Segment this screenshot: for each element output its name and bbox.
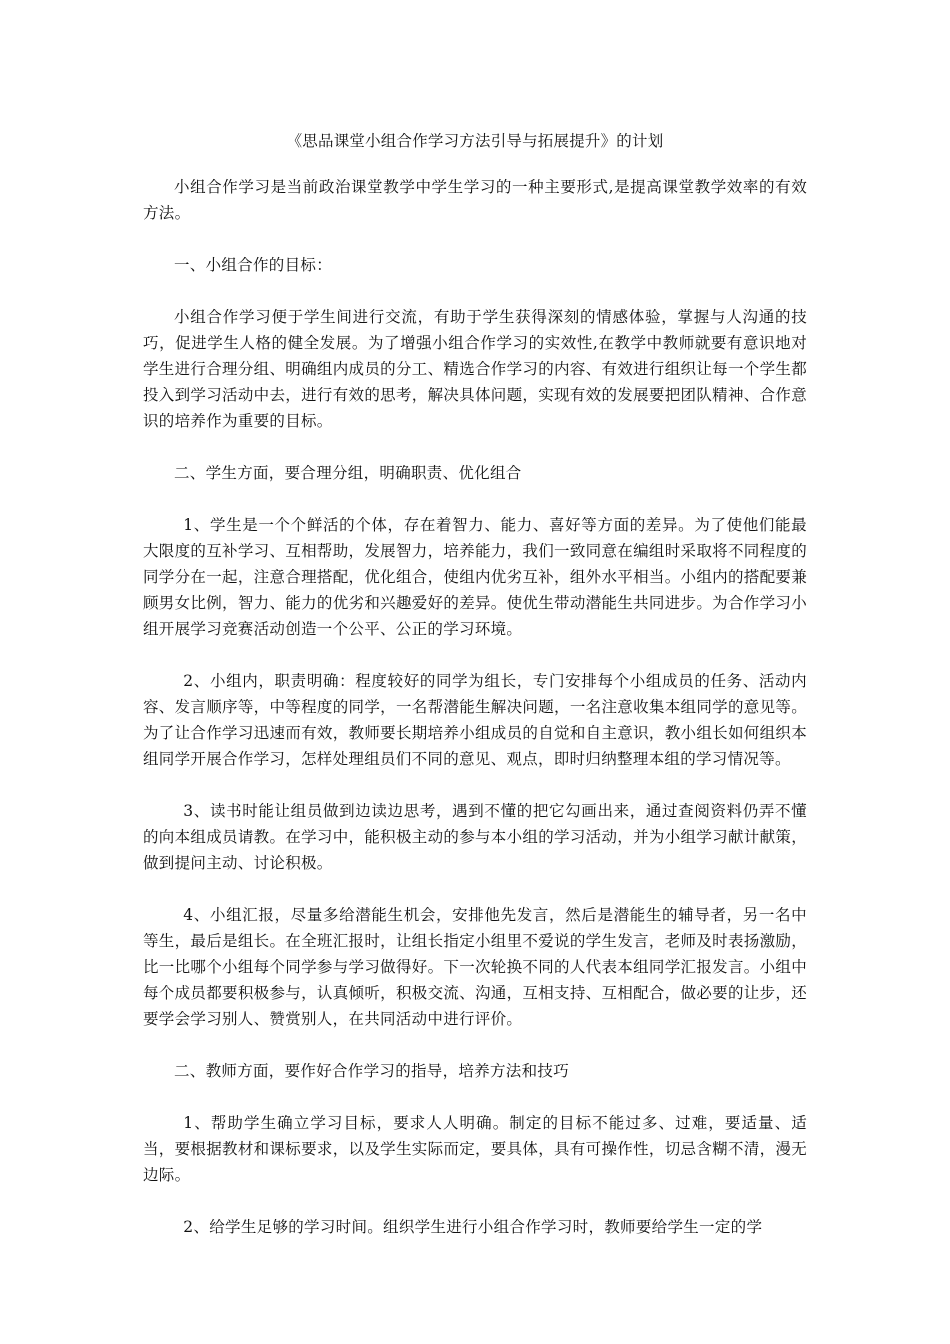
paragraph-gap <box>143 278 807 304</box>
student-item-4: 4、小组汇报，尽量多给潜能生机会，安排他先发言，然后是潜能生的辅导者，另一名中等生，最后是组长。在全班汇报时，让组长指定小组里不爱说的学生发言，老师及时表扬激励，比一比哪个小组每个同学参与学习做得好。下一次轮换不同的人代表本组同学汇报发言。小组中每个成员都要积极参与，认真倾听，积极交流、沟通，互相支持、互相配合，做必要的让步，还要学会学习别人、赞赏别人，在共同活动中进行评价。 <box>143 906 807 1028</box>
goals-paragraph: 小组合作学习便于学生间进行交流，有助于学生获得深刻的情感体验，掌握与人沟通的技巧，促进学生人格的健全发展。为了增强小组合作学习的实效性,在教学中教师就要有意识地对学生进行合理分组、明确组内成员的分工、精选合作学习的内容、有效进行组织让每一个学生都投入到学习活动中去，进行有效的思考，解决具体问题，实现有效的发展要把团队精神、合作意识的培养作为重要的目标。 <box>143 308 807 430</box>
paragraph-gap <box>143 642 807 668</box>
teacher-item-2: 2、给学生足够的学习时间。组织学生进行小组合作学习时，教师要给学生一定的学 <box>183 1218 763 1236</box>
paragraph-gap <box>143 226 807 252</box>
paragraph-gap <box>143 772 807 798</box>
student-item-1: 1、学生是一个个鲜活的个体，存在着智力、能力、喜好等方面的差异。为了使他们能最大限度的互补学习、互相帮助，发展智力，培养能力，我们一致同意在编组时采取将不同程度的同学分在一起，注意合理搭配，优化组合，使组内优劣互补，组外水平相当。小组内的搭配要兼顾男女比例，智力、能力的优劣和兴趣爱好的差异。使优生带动潜能生共同进步。为合作学习小组开展学习竞赛活动创造一个公平、公正的学习环境。 <box>143 516 807 638</box>
paragraph-gap <box>143 1032 807 1058</box>
student-item-2: 2、小组内，职责明确：程度较好的同学为组长，专门安排每个小组成员的任务、活动内容、发言顺序等，中等程度的同学，一名帮潜能生解决问题，一名注意收集本组同学的意见等。为了让合作学习迅速而有效，教师要长期培养小组成员的自觉和自主意识，教小组长如何组织本组同学开展合作学习，怎样处理组员们不同的意见、观点，即时归纳整理本组的学习情况等。 <box>143 672 807 768</box>
section-heading-students: 二、学生方面，要合理分组，明确职责、优化组合 <box>174 464 522 482</box>
section-heading-teachers: 二、教师方面，要作好合作学习的指导，培养方法和技巧 <box>174 1062 570 1080</box>
paragraph-gap <box>143 434 807 460</box>
paragraph-gap <box>143 486 807 512</box>
document-title: 《思品课堂小组合作学习方法引导与拓展提升》的计划 <box>286 132 664 150</box>
paragraph-gap <box>143 1188 807 1214</box>
section-heading-goals: 一、小组合作的目标： <box>174 256 333 274</box>
paragraph-gap <box>143 1084 807 1110</box>
document-body <box>143 174 807 1240</box>
student-item-3: 3、读书时能让组员做到边读边思考，遇到不懂的把它勾画出来，通过查阅资料仍弄不懂的向本组成员请教。在学习中，能积极主动的参与本小组的学习活动，并为小组学习献计献策，做到提问主动、讨论积极。 <box>143 802 807 872</box>
intro-paragraph: 小组合作学习是当前政治课堂教学中学生学习的一种主要形式,是提高课堂教学效率的有效方法。 <box>143 178 807 222</box>
paragraph-gap <box>143 876 807 902</box>
teacher-item-1: 1、帮助学生确立学习目标，要求人人明确。制定的目标不能过多、过难，要适量、适当，要根据教材和课标要求，以及学生实际而定，要具体，具有可操作性，切忌含糊不清，漫无边际。 <box>143 1114 807 1184</box>
